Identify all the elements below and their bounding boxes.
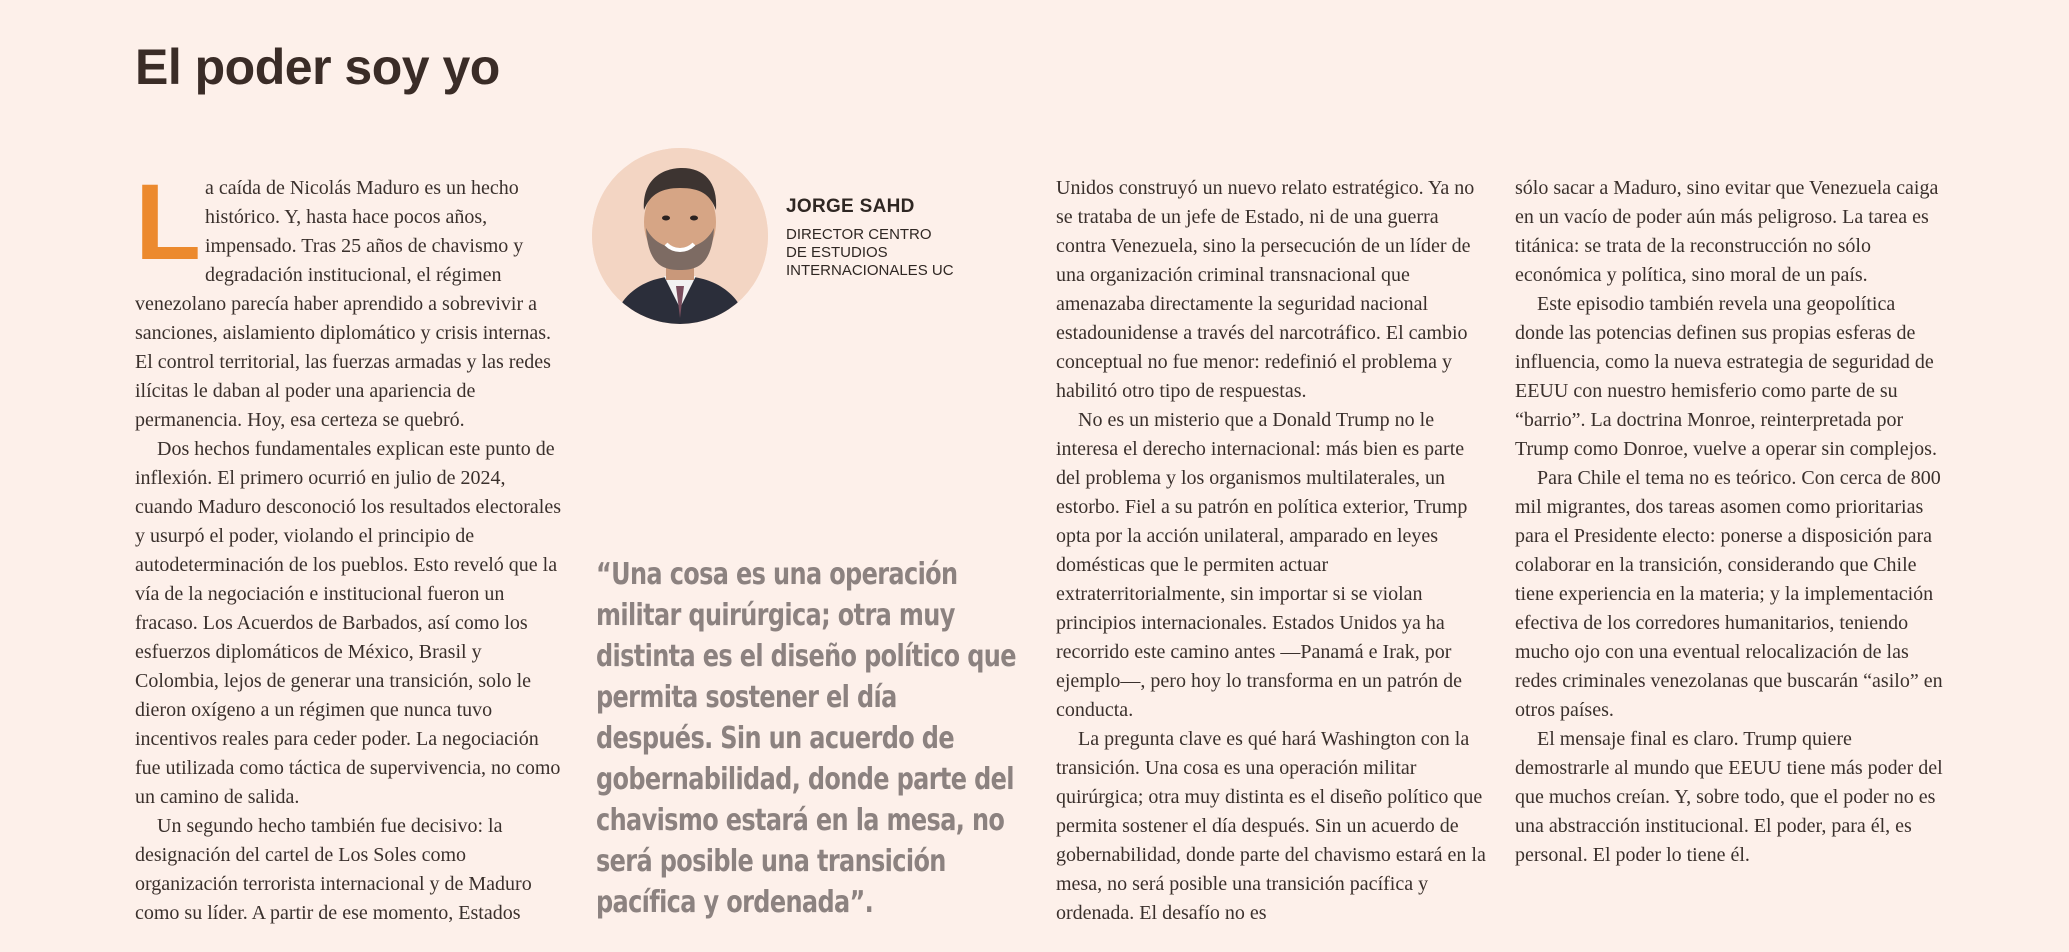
article-paragraph: La pregunta clave es qué hará Washington con la transición. Una cosa es una operación militar quirúrgica; otra muy distinta es el diseño político que permita sostener el día después. Sin un acuerdo de gobernabilidad, donde parte del chavismo estará en la mesa, no será posible una transición pacífica y ordenada. El desafío no es	[1056, 728, 1486, 924]
author-byline	[786, 196, 954, 280]
drop-cap: L	[135, 161, 201, 282]
author-name: JORGE SAHD	[786, 196, 915, 217]
article-paragraph	[135, 161, 563, 435]
article-paragraph: Para Chile el tema no es teórico. Con cerca de 800 mil migrantes, dos tareas asomen como prioritarias para el Presidente electo: ponerse a disposición para colaborar en la transición, considerando que Chile tiene experiencia en la materia; y la implementación efectiva de los corredores humanitarios, teniendo mucho ojo con una eventual relocalización de las redes criminales venezolanas que buscarán “asilo” en otros países.	[1515, 467, 1943, 721]
article-column-3	[1056, 174, 1486, 928]
article-paragraph: El mensaje final es claro. Trump quiere demostrarle al mundo que EEUU tiene más poder del que muchos creían. Y, sobre todo, que el poder no es una abstracción institucional. El poder, para él, es personal. El poder lo tiene él.	[1515, 728, 1943, 866]
article-paragraph: sólo sacar a Maduro, sino evitar que Venezuela caiga en un vacío de poder aún más peligroso. La tarea es titánica: se trata de la reconstrucción no sólo económica y política, sino moral de un país.	[1515, 177, 1939, 286]
article-title: El poder soy yo	[135, 39, 500, 95]
author-role: DIRECTOR CENTRO DE ESTUDIOS INTERNACIONALES UC	[786, 226, 954, 279]
article-paragraph: Este episodio también revela una geopolítica donde las potencias definen sus propias esferas de influencia, como la nueva estrategia de seguridad de EEUU con nuestro hemisferio como parte de su “barrio”. La doctrina Monroe, reinterpretada por Trump como Donroe, vuelve a operar sin complejos.	[1515, 293, 1937, 460]
article-paragraph: No es un misterio que a Donald Trump no le interesa el derecho internacional: más bien es parte del problema y los organismos multilaterales, un estorbo. Fiel a su patrón en política exterior, Trump opta por la acción unilateral, amparado en leyes domésticas que le permiten actuar extraterritorialmente, sin importar si se violan principios internacionales. Estados Unidos ya ha recorrido este camino antes —Panamá e Irak, por ejemplo—, pero hoy lo transforma en un patrón de conducta.	[1056, 409, 1468, 721]
article-column-1	[135, 161, 563, 928]
article-paragraph: Un segundo hecho también fue decisivo: la designación del cartel de Los Soles como organización terrorista internacional y de Maduro como su líder. A partir de ese momento, Estados	[135, 815, 532, 924]
author-portrait-icon	[592, 148, 768, 324]
article-column-4	[1515, 174, 1945, 870]
article-paragraph: Unidos construyó un nuevo relato estratégico. Ya no se trataba de un jefe de Estado, ni de una guerra contra Venezuela, sino la persecución de un líder de una organización criminal transnacional que amenazaba directamente la seguridad nacional estadounidense a través del narcotráfico. El cambio conceptual no fue menor: redefinió el problema y habilitó otro tipo de respuestas.	[1056, 177, 1475, 402]
author-photo	[592, 148, 768, 324]
pull-quote: “Una cosa es una operación militar quirúrgica; otra muy distinta es el diseño político que permita sostener el día después. Sin un acuerdo de gobernabilidad, donde parte del chavismo estará en la mesa, no será posible una transición pacífica y ordenada”.	[596, 557, 1016, 920]
paragraph-text: a caída de Nicolás Maduro es un hecho histórico. Y, hasta hace pocos años, impensado. Tras 25 años de chavismo y degradación institucional, el régimen venezolano parecía haber aprendido a sobrevivir a sanciones, aislamiento diplomático y crisis internas. El control territorial, las fuerzas armadas y las redes ilícitas le daban al poder una apariencia de permanencia. Hoy, esa certeza se quebró.	[135, 177, 552, 431]
article-paragraph: Dos hechos fundamentales explican este punto de inflexión. El primero ocurrió en julio de 2024, cuando Maduro desconoció los resultados electorales y usurpó el poder, violando el principio de autodeterminación de los pueblos. Esto reveló que la vía de la negociación e institucional fueron un fracaso. Los Acuerdos de Barbados, así como los esfuerzos diplomáticos de México, Brasil y Colombia, lejos de generar una transición, solo le dieron oxígeno a un régimen que nunca tuvo incentivos reales para ceder poder. La negociación fue utilizada como táctica de supervivencia, no como un camino de salida.	[135, 438, 561, 808]
